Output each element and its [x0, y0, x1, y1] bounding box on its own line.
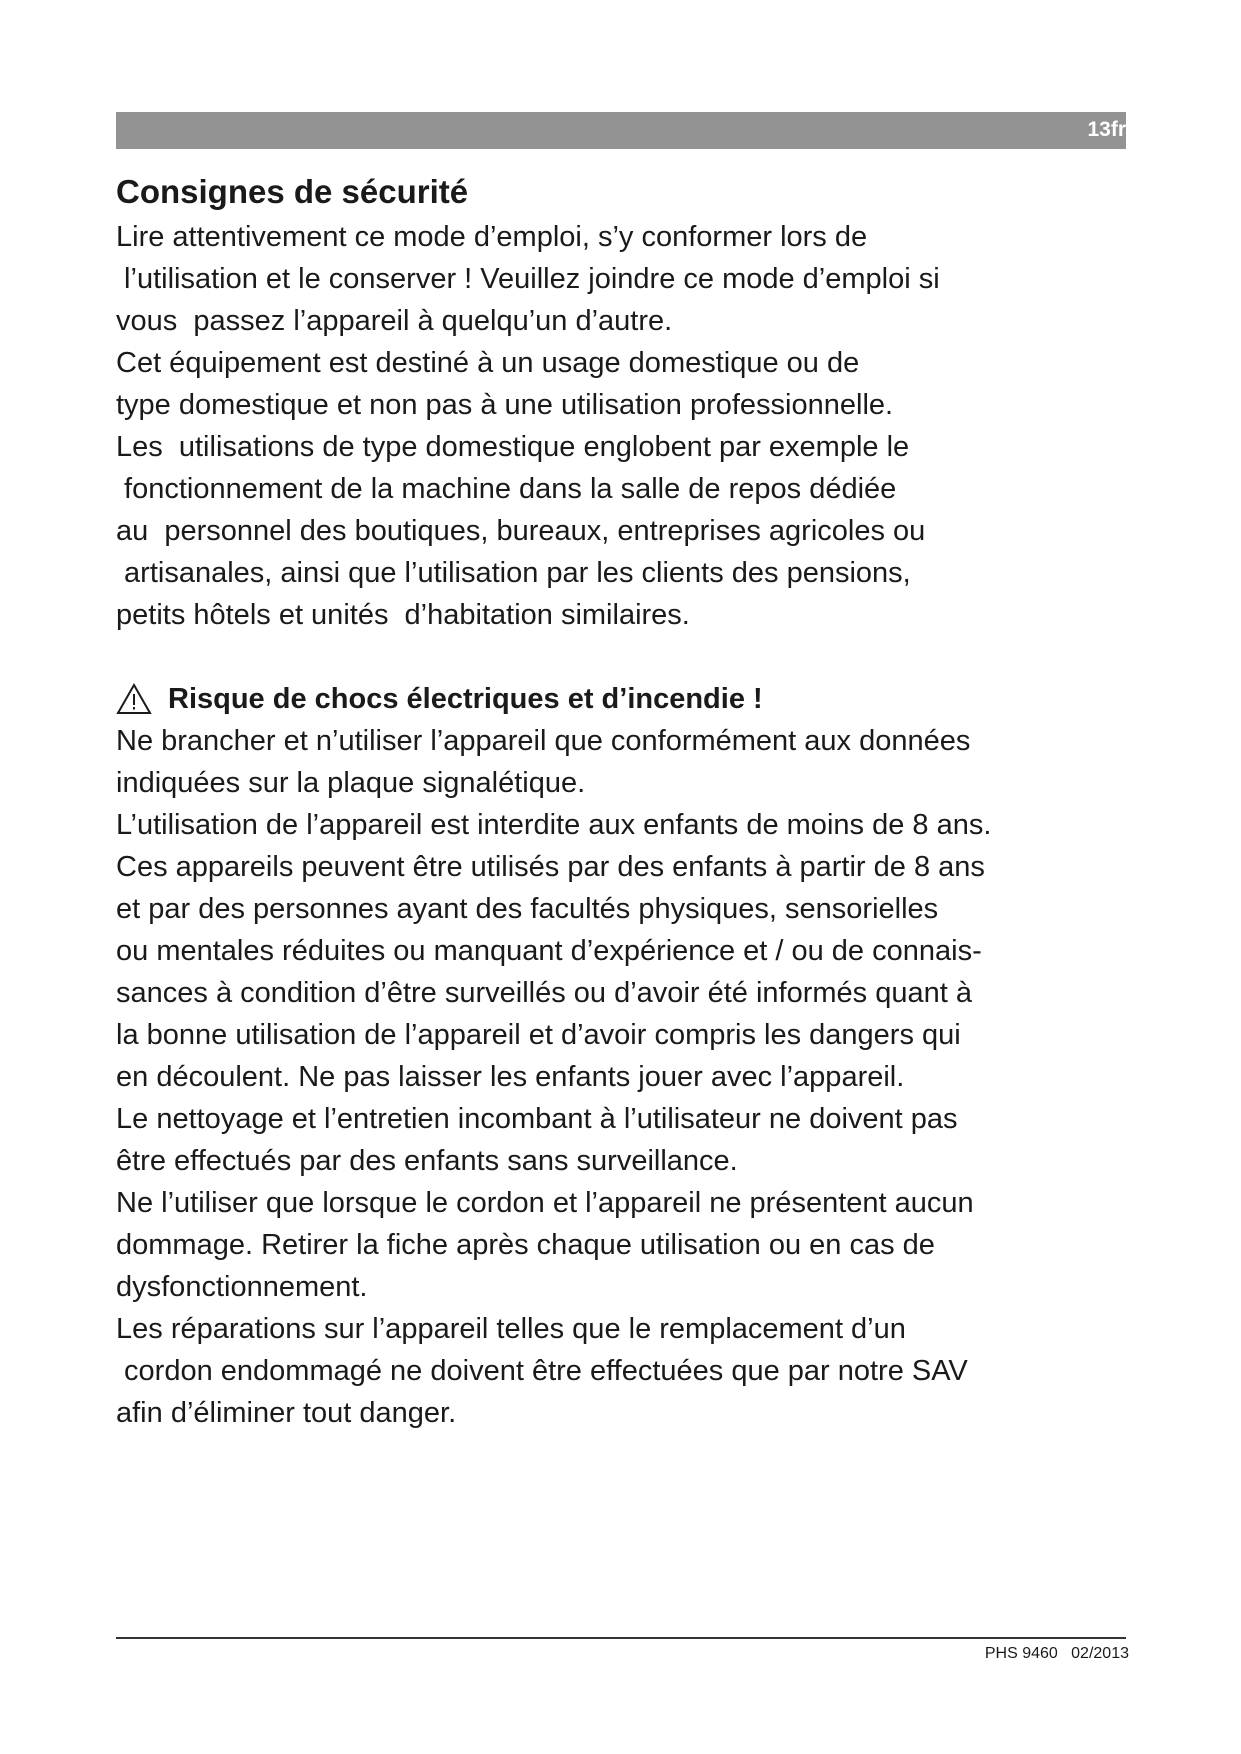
text-line: Ne l’utiliser que lorsque le cordon et l’appareil ne présentent aucun — [116, 1187, 974, 1219]
text-line: Les utilisations de type domestique englobent par exemple le — [116, 431, 910, 463]
text-line: Lire attentivement ce mode d’emploi, s’y conformer lors de — [116, 221, 868, 253]
text-line: cordon endommagé ne doivent être effectuées que par notre SAV — [116, 1355, 968, 1387]
text-line: en découlent. Ne pas laisser les enfants jouer avec l’appareil. — [116, 1061, 905, 1093]
footer-date: 02/2013 — [1071, 1645, 1129, 1662]
warning-section — [116, 678, 1136, 1434]
text-line: artisanales, ainsi que l’utilisation par les clients des pensions, — [116, 557, 911, 589]
intro-paragraph — [116, 216, 1136, 636]
warning-heading — [116, 678, 1136, 720]
text-line: fonctionnement de la machine dans la salle de repos dédiée — [116, 473, 897, 505]
text-line: Les réparations sur l’appareil telles que le remplacement d’un — [116, 1313, 906, 1345]
text-line: dommage. Retirer la fiche après chaque utilisation ou en cas de — [116, 1229, 935, 1261]
footer-model: PHS 9460 — [984, 1645, 1058, 1662]
header-bar — [116, 112, 1126, 149]
footer-rule — [116, 1637, 1126, 1639]
text-line: sances à condition d’être surveillés ou d’avoir été informés quant à — [116, 977, 972, 1009]
warning-triangle-icon — [116, 683, 152, 715]
section-title: Consignes de sécurité — [116, 173, 469, 210]
text-line: vous passez l’appareil à quelqu’un d’autre. — [116, 305, 673, 337]
text-line: L’utilisation de l’appareil est interdite aux enfants de moins de 8 ans. — [116, 809, 992, 841]
text-line: afin d’éliminer tout danger. — [116, 1397, 457, 1429]
text-line: au personnel des boutiques, bureaux, entreprises agricoles ou — [116, 515, 926, 547]
text-line: être effectués par des enfants sans surveillance. — [116, 1145, 738, 1177]
warning-paragraph — [116, 720, 1136, 1434]
text-line: dysfonctionnement. — [116, 1271, 368, 1303]
text-line: indiquées sur la plaque signalétique. — [116, 767, 586, 799]
text-line: petits hôtels et unités d’habitation similaires. — [116, 599, 690, 631]
text-line: Ces appareils peuvent être utilisés par des enfants à partir de 8 ans — [116, 851, 985, 883]
text-line: Le nettoyage et l’entretien incombant à l’utilisateur ne doivent pas — [116, 1103, 958, 1135]
text-line: l’utilisation et le conserver ! Veuillez joindre ce mode d’emploi si — [116, 263, 940, 295]
footer-info — [985, 1645, 1129, 1663]
text-line: Ne brancher et n’utiliser l’appareil que conformément aux données — [116, 725, 971, 757]
text-line: type domestique et non pas à une utilisation professionnelle. — [116, 389, 894, 421]
text-line: la bonne utilisation de l’appareil et d’avoir compris les dangers qui — [116, 1019, 961, 1051]
text-line: Cet équipement est destiné à un usage domestique ou de — [116, 347, 860, 379]
page-number: 13fr — [1087, 118, 1126, 141]
text-line: et par des personnes ayant des facultés physiques, sensorielles — [116, 893, 939, 925]
page-content — [116, 172, 1136, 1434]
warning-heading-text: Risque de chocs électriques et d’incendie ! — [168, 683, 763, 715]
text-line: ou mentales réduites ou manquant d’expérience et / ou de connais- — [116, 935, 982, 967]
